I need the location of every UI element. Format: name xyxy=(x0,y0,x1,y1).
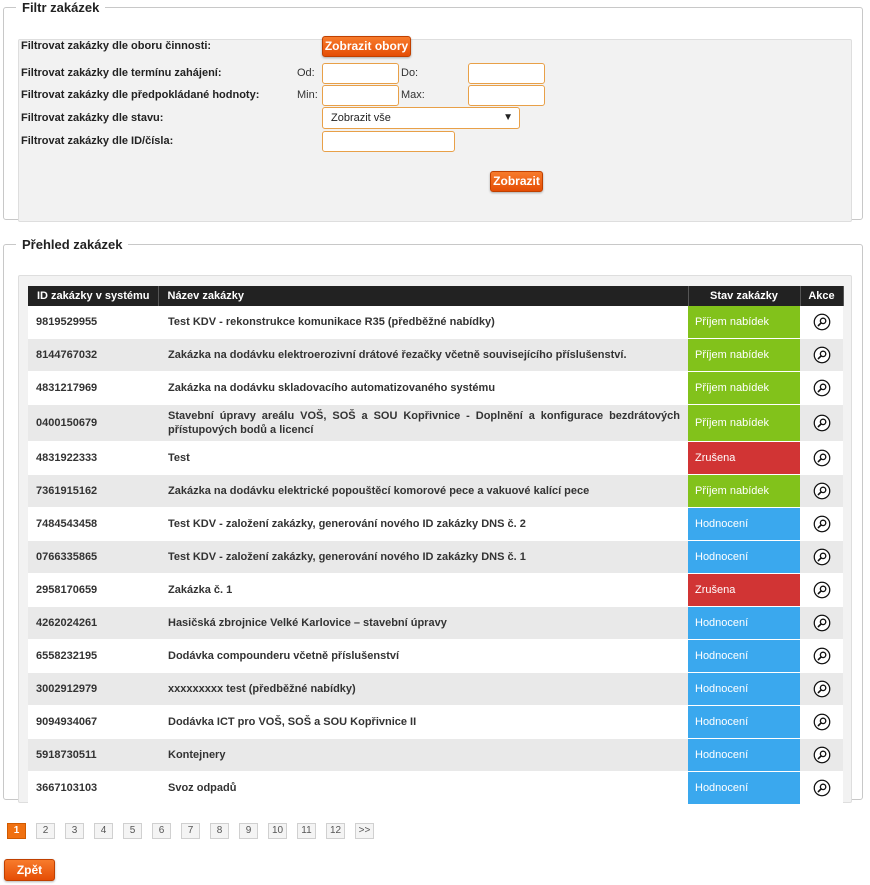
cell-name: Zakázka na dodávku elektrické popouštěcí komorové pece a vakuové kalící pece xyxy=(158,475,688,508)
cell-name: Test KDV - založení zakázky, generování nového ID zakázky DNS č. 2 xyxy=(158,508,688,541)
cell-akce xyxy=(800,339,843,372)
cell-id: 3002912979 xyxy=(28,673,158,706)
cell-id: 2958170659 xyxy=(28,574,158,607)
cell-id: 4831922333 xyxy=(28,442,158,475)
overview-legend: Přehled zakázek xyxy=(22,237,123,252)
page-button-1[interactable]: 1 xyxy=(7,823,26,839)
header-id: ID zakázky v systému xyxy=(28,286,158,306)
table-row xyxy=(28,706,843,739)
page-button-8[interactable]: 8 xyxy=(210,823,229,839)
cell-name: Test xyxy=(158,442,688,475)
magnifier-icon[interactable] xyxy=(813,548,831,566)
cell-akce xyxy=(800,640,843,673)
cell-name: Svoz odpadů xyxy=(158,772,688,805)
filter-legend: Filtr zakázek xyxy=(22,0,100,15)
cell-stav: Hodnocení xyxy=(688,739,800,772)
cell-akce xyxy=(800,508,843,541)
cell-id: 0400150679 xyxy=(28,405,158,442)
cell-id: 4262024261 xyxy=(28,607,158,640)
magnifier-icon[interactable] xyxy=(813,614,831,632)
magnifier-icon[interactable] xyxy=(813,346,831,364)
zakazky-table xyxy=(28,286,844,805)
page-button-2[interactable]: 2 xyxy=(36,823,55,839)
cell-name: Hasičská zbrojnice Velké Karlovice – stavební úpravy xyxy=(158,607,688,640)
cell-name: xxxxxxxxx test (předběžné nabídky) xyxy=(158,673,688,706)
cell-name: Zakázka na dodávku skladovacího automatizovaného systému xyxy=(158,372,688,405)
magnifier-icon[interactable] xyxy=(813,482,831,500)
id-label: Filtrovat zakázky dle ID/čísla: xyxy=(21,135,174,147)
cell-akce xyxy=(800,541,843,574)
cell-id: 7361915162 xyxy=(28,475,158,508)
magnifier-icon[interactable] xyxy=(813,746,831,764)
od-label: Od: xyxy=(297,67,315,79)
page-button-4[interactable]: 4 xyxy=(94,823,113,839)
hodnota-max-input[interactable] xyxy=(468,85,545,106)
overview-panel xyxy=(18,275,852,803)
table-row xyxy=(28,508,843,541)
termin-label: Filtrovat zakázky dle termínu zahájení: xyxy=(21,67,222,79)
magnifier-icon[interactable] xyxy=(813,581,831,599)
cell-name: Kontejnery xyxy=(158,739,688,772)
magnifier-icon[interactable] xyxy=(813,779,831,797)
page-button-5[interactable]: 5 xyxy=(123,823,142,839)
do-label: Do: xyxy=(401,67,419,79)
table-header-row xyxy=(28,286,843,306)
cell-id: 6558232195 xyxy=(28,640,158,673)
cell-name: Zakázka č. 1 xyxy=(158,574,688,607)
cell-stav: Příjem nabídek xyxy=(688,339,800,372)
page-button-6[interactable]: 6 xyxy=(152,823,171,839)
cell-stav: Hodnocení xyxy=(688,640,800,673)
cell-akce xyxy=(800,772,843,805)
header-name: Název zakázky xyxy=(158,286,688,306)
header-stav: Stav zakázky xyxy=(688,286,800,306)
page-button-11[interactable]: 11 xyxy=(297,823,316,839)
page-button-7[interactable]: 7 xyxy=(181,823,200,839)
table-row xyxy=(28,405,843,442)
cell-name: Dodávka compounderu včetně příslušenství xyxy=(158,640,688,673)
obor-label: Filtrovat zakázky dle oboru činnosti: xyxy=(21,40,212,52)
table-row xyxy=(28,339,843,372)
page-button-10[interactable]: 10 xyxy=(268,823,287,839)
cell-name: Dodávka ICT pro VOŠ, SOŠ a SOU Kopřivnice II xyxy=(158,706,688,739)
cell-akce xyxy=(800,306,843,339)
cell-id: 5918730511 xyxy=(28,739,158,772)
table-row xyxy=(28,541,843,574)
cell-akce xyxy=(800,405,843,442)
cell-name: Zakázka na dodávku elektroerozivní drátové řezačky včetně souvisejícího příslušenství. xyxy=(158,339,688,372)
table-row xyxy=(28,673,843,706)
cell-name: Stavební úpravy areálu VOŠ, SOŠ a SOU Kopřivnice - Doplnění a konfigurace bezdrátových přístupových bodů a licencí xyxy=(158,405,688,442)
magnifier-icon[interactable] xyxy=(813,713,831,731)
magnifier-icon[interactable] xyxy=(813,379,831,397)
cell-stav: Zrušena xyxy=(688,574,800,607)
cell-akce xyxy=(800,706,843,739)
cell-stav: Hodnocení xyxy=(688,607,800,640)
magnifier-icon[interactable] xyxy=(813,680,831,698)
cell-akce xyxy=(800,574,843,607)
cell-akce xyxy=(800,372,843,405)
cell-stav: Příjem nabídek xyxy=(688,372,800,405)
cell-stav: Příjem nabídek xyxy=(688,475,800,508)
hodnota-label: Filtrovat zakázky dle předpokládané hodnoty: xyxy=(21,89,260,101)
table-row xyxy=(28,306,843,339)
page-button-9[interactable]: 9 xyxy=(239,823,258,839)
cell-stav: Příjem nabídek xyxy=(688,306,800,339)
termin-od-input[interactable] xyxy=(322,63,399,84)
cell-name: Test KDV - založení zakázky, generování nového ID zakázky DNS č. 1 xyxy=(158,541,688,574)
table-row xyxy=(28,372,843,405)
table-row xyxy=(28,475,843,508)
table-row xyxy=(28,607,843,640)
header-akce: Akce xyxy=(800,286,843,306)
stav-label: Filtrovat zakázky dle stavu: xyxy=(21,112,164,124)
max-label: Max: xyxy=(401,89,425,101)
cell-stav: Hodnocení xyxy=(688,541,800,574)
cell-id: 7484543458 xyxy=(28,508,158,541)
magnifier-icon[interactable] xyxy=(813,647,831,665)
cell-id: 4831217969 xyxy=(28,372,158,405)
overview-fieldset xyxy=(3,237,863,800)
cell-akce xyxy=(800,475,843,508)
min-label: Min: xyxy=(297,89,318,101)
cell-id: 9819529955 xyxy=(28,306,158,339)
cell-stav: Hodnocení xyxy=(688,772,800,805)
table-row xyxy=(28,772,843,805)
cell-stav: Příjem nabídek xyxy=(688,405,800,442)
cell-stav: Hodnocení xyxy=(688,673,800,706)
back-button[interactable]: Zpět xyxy=(4,859,55,881)
cell-id: 0766335865 xyxy=(28,541,158,574)
magnifier-icon[interactable] xyxy=(813,313,831,331)
cell-id: 3667103103 xyxy=(28,772,158,805)
stav-select[interactable] xyxy=(322,107,520,129)
magnifier-icon[interactable] xyxy=(813,515,831,533)
table-row xyxy=(28,442,843,475)
table-row xyxy=(28,574,843,607)
page-next-button[interactable]: >> xyxy=(355,823,374,839)
show-obory-button[interactable]: Zobrazit obory xyxy=(322,36,411,57)
cell-akce xyxy=(800,673,843,706)
cell-akce xyxy=(800,442,843,475)
magnifier-icon[interactable] xyxy=(813,414,831,432)
table-row xyxy=(28,739,843,772)
page-button-12[interactable]: 12 xyxy=(326,823,345,839)
cell-id: 9094934067 xyxy=(28,706,158,739)
magnifier-icon[interactable] xyxy=(813,449,831,467)
id-input[interactable] xyxy=(322,131,455,152)
termin-do-input[interactable] xyxy=(468,63,545,84)
cell-id: 8144767032 xyxy=(28,339,158,372)
hodnota-min-input[interactable] xyxy=(322,85,399,106)
table-row xyxy=(28,640,843,673)
cell-stav: Hodnocení xyxy=(688,508,800,541)
stav-select-value: Zobrazit vše xyxy=(331,112,391,124)
cell-name: Test KDV - rekonstrukce komunikace R35 (předběžné nabídky) xyxy=(158,306,688,339)
cell-akce xyxy=(800,739,843,772)
cell-stav: Hodnocení xyxy=(688,706,800,739)
page-button-3[interactable]: 3 xyxy=(65,823,84,839)
submit-filter-button[interactable]: Zobrazit xyxy=(490,171,543,192)
cell-stav: Zrušena xyxy=(688,442,800,475)
dropdown-arrow-icon: ▼ xyxy=(503,112,513,123)
cell-akce xyxy=(800,607,843,640)
